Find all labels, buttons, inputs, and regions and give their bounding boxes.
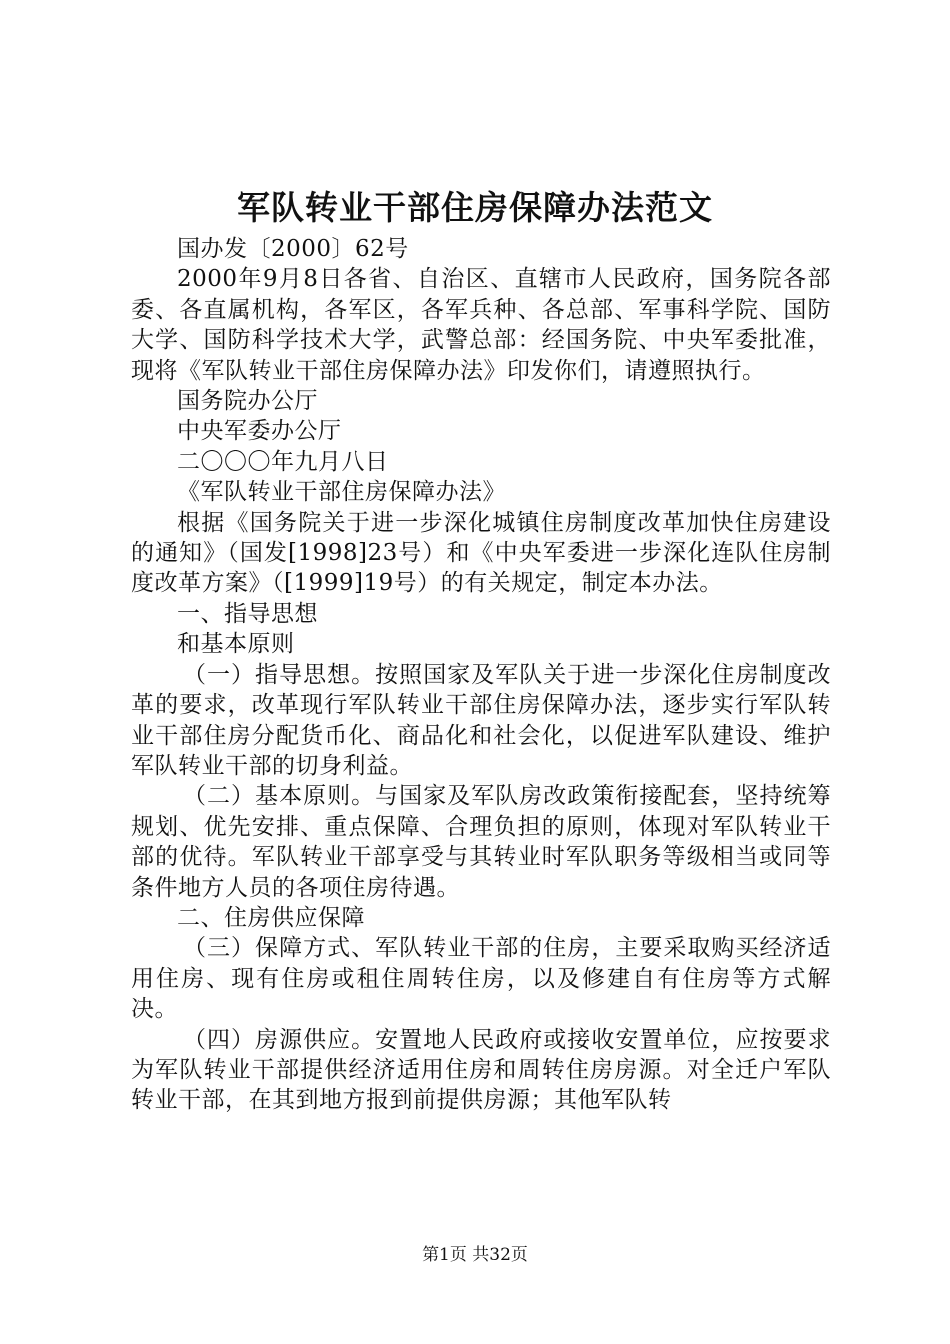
clause-1: （一）指导思想。按照国家及军队关于进一步深化住房制度改革的要求，改革现行军队转业干部住房保障办法，逐步实行军队转业干部住房分配货币化、商品化和社会化，以促进军队建设、维护军队转业干部的切身利益。 — [131, 661, 831, 779]
section-heading-2: 二、住房供应保障 — [177, 904, 365, 931]
document-body — [131, 234, 831, 1116]
issuer-military-commission: 中央军委办公厅 — [177, 418, 342, 445]
clause-2: （二）基本原则。与国家及军队房改政策衔接配套，坚持统筹规划、优先安排、重点保障、合理负担的原则，体现对军队转业干部的优待。军队转业干部享受与其转业时军队职务等级相当或同等条件地方人员的各项住房待遇。 — [131, 783, 831, 901]
issuer-state-council: 国务院办公厅 — [177, 388, 318, 415]
notice-paragraph: 2000年9月8日各省、自治区、直辖市人民政府，国务院各部委、各直属机构，各军区，各军兵种、各总部、军事科学院、国防大学、国防科学技术大学，武警总部：经国务院、中央军委批准，现将《军队转业干部住房保障办法》印发你们，请遵照执行。 — [131, 266, 831, 384]
section-heading-1: 一、指导思想 — [177, 600, 318, 627]
regulation-title: 《军队转业干部住房保障办法》 — [177, 479, 506, 506]
document-number: 国办发〔2000〕62号 — [177, 236, 409, 262]
issue-date: 二〇〇〇年九月八日 — [177, 448, 389, 475]
section-heading-1-cont: 和基本原则 — [177, 631, 295, 658]
clause-3: （三）保障方式、军队转业干部的住房，主要采取购买经济适用住房、现有住房或租住周转住房，以及修建自有住房等方式解决。 — [131, 935, 831, 1023]
document-title: 军队转业干部住房保障办法范文 — [237, 188, 713, 227]
clause-4: （四）房源供应。安置地人民政府或接收安置单位，应按要求为军队转业干部提供经济适用住房和周转住房房源。对全迁户军队转业干部，在其到地方报到前提供房源；其他军队转 — [131, 1026, 831, 1114]
basis-paragraph: 根据《国务院关于进一步深化城镇住房制度改革加快住房建设的通知》（国发[1998]23号）和《中央军委进一步深化连队住房制度改革方案》（[1999]19号）的有关规定，制定本办法。 — [131, 509, 831, 597]
page-number-footer: 第1页 共32页 — [422, 1245, 528, 1265]
